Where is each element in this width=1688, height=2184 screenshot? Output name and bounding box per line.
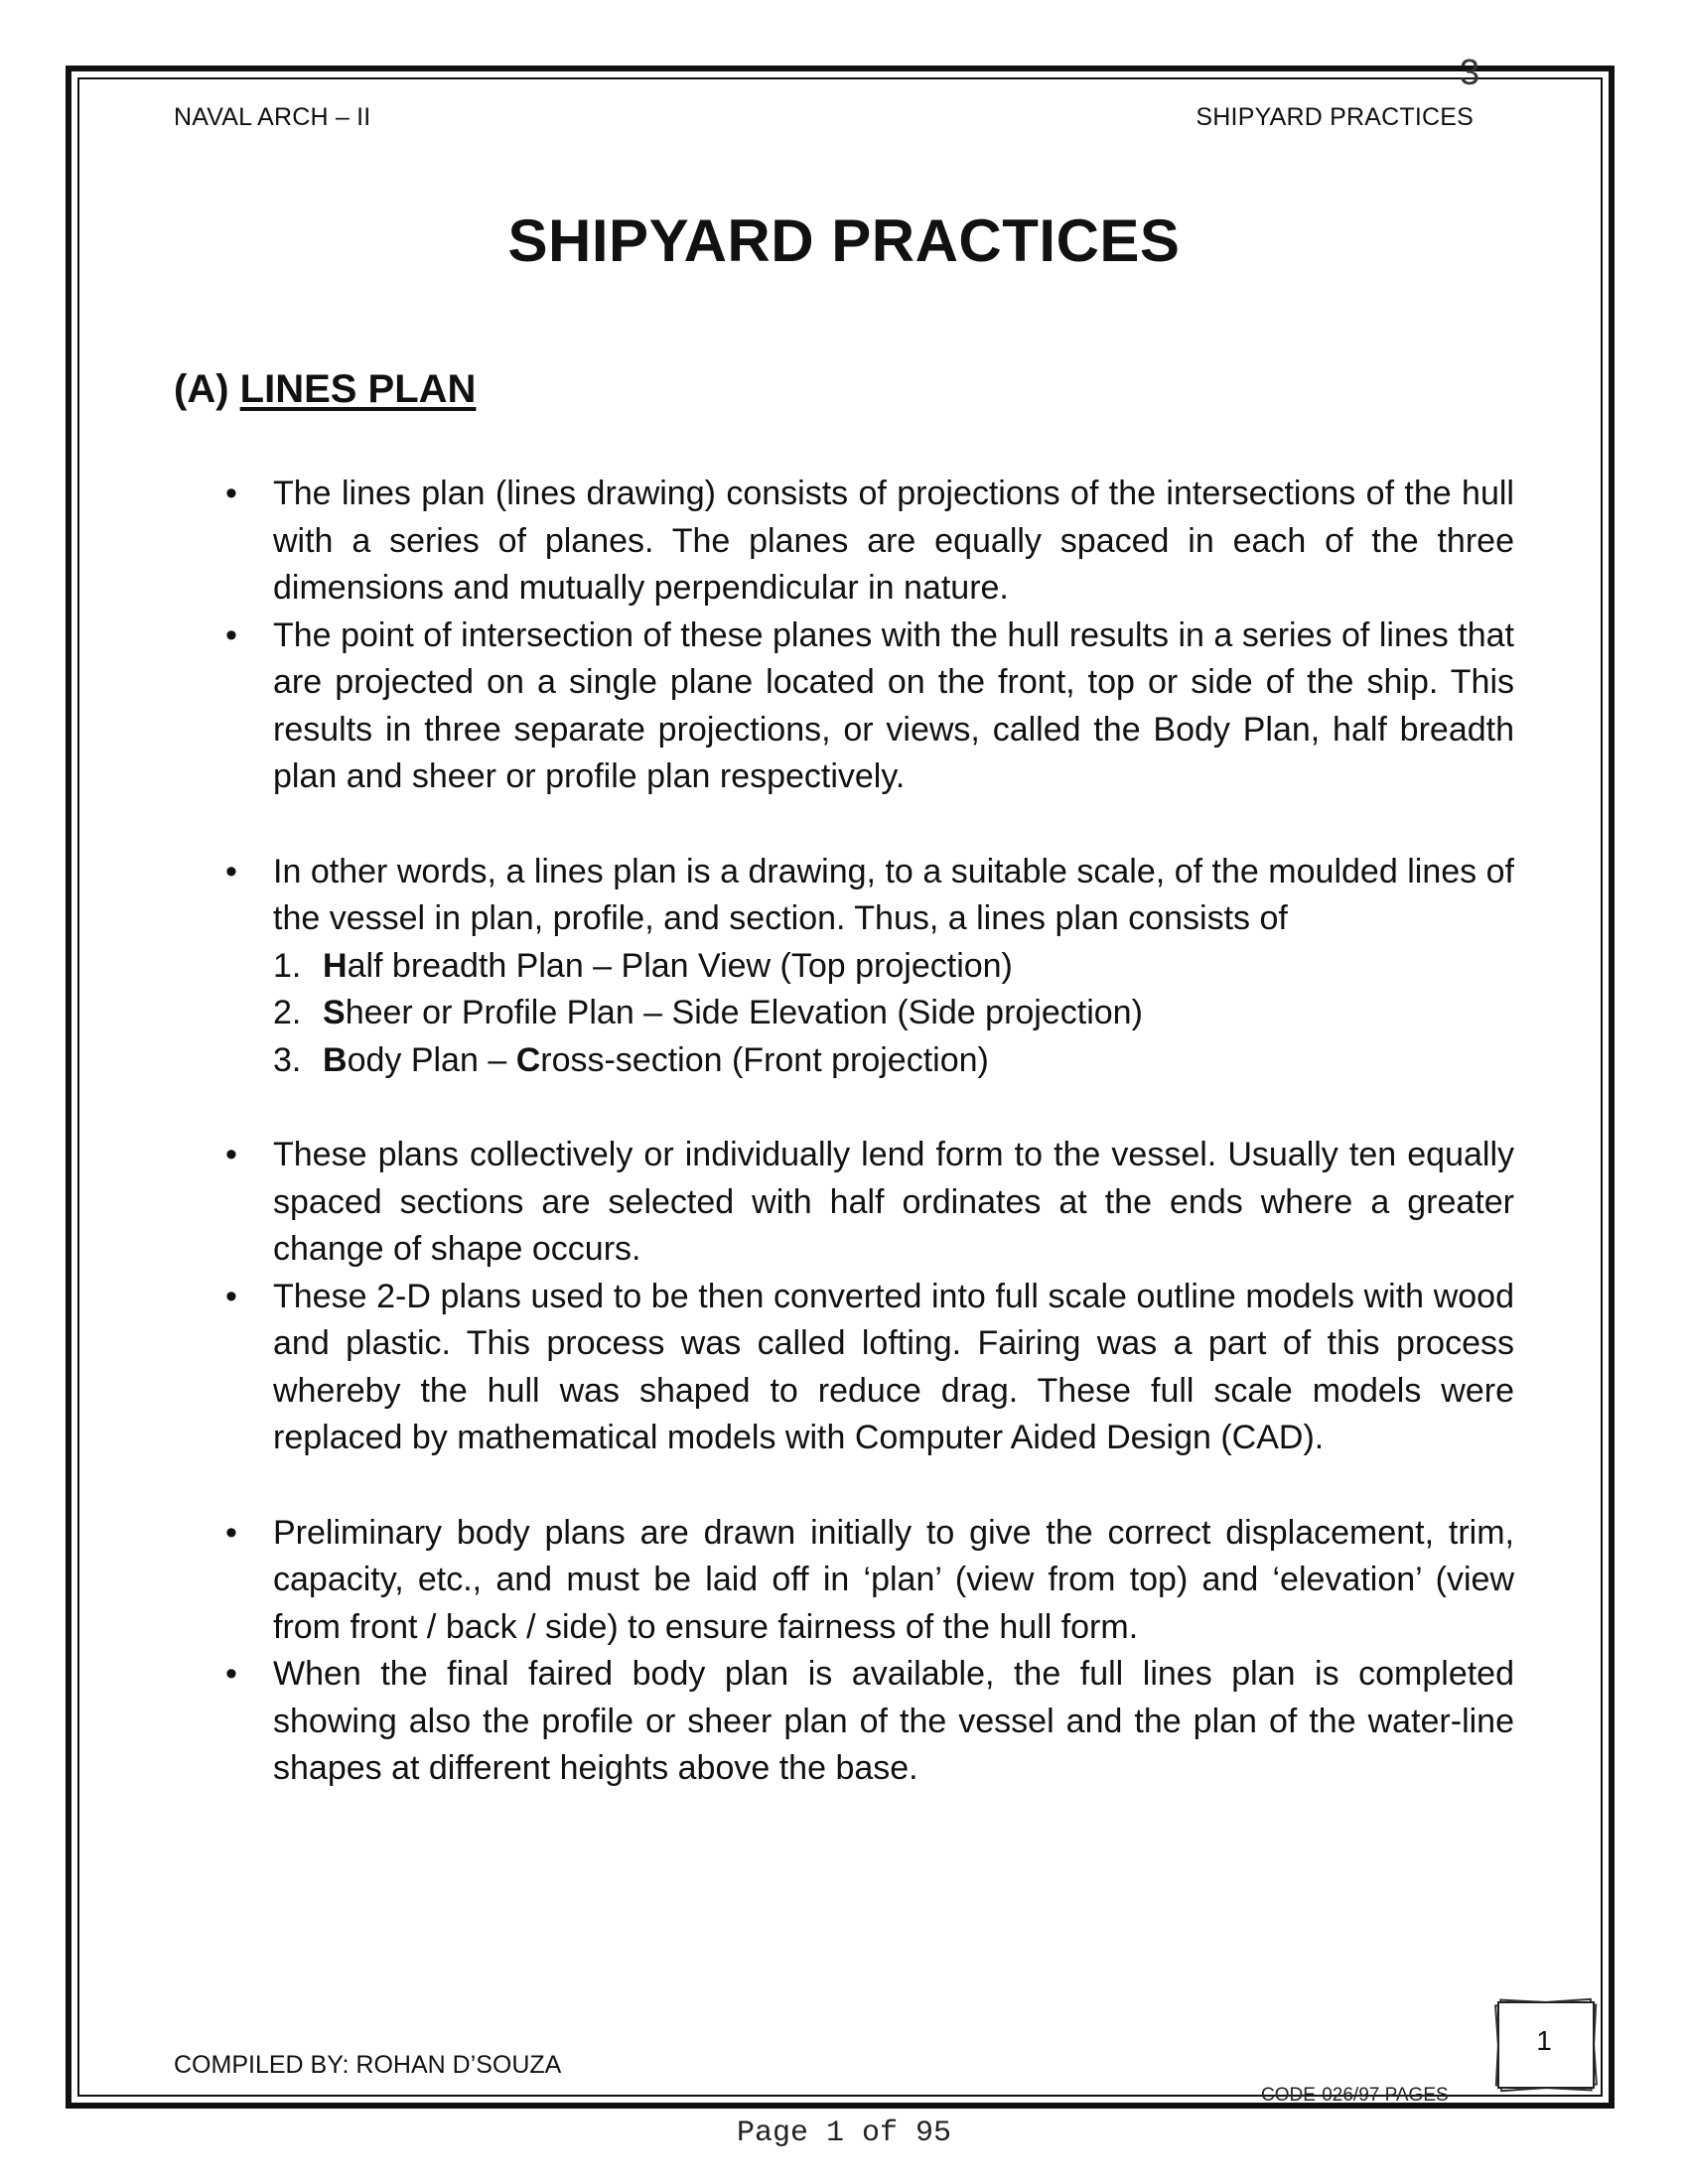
bullet-item: • The point of intersection of these planes with the hull results in a series of lines that are projected on a single plane located on the front, top or side of the ship. This results in three separate projections, or views, called the Body Plan, half breadth plan and sheer or profile plan respectively. xyxy=(174,613,1514,801)
sublist-initial-2: C xyxy=(515,1040,541,1079)
sublist-number: 3. xyxy=(273,1040,302,1079)
bullet-item: • The lines plan (lines drawing) consists of projections of the intersections of the hull with a series of planes. The planes are equally spaced in each of the three dimensions and mutually perpendicular in nature. xyxy=(174,471,1514,613)
sublist-initial: S xyxy=(323,994,346,1031)
compiled-by: COMPILED BY: ROHAN D’SOUZA xyxy=(174,2051,562,2079)
sublist-item xyxy=(273,1037,1514,1085)
main-content xyxy=(174,471,1514,1793)
bullet-item: • These 2-D plans used to be then converted into full scale outline models with wood and plastic. This process was called lofting. Fairing was a part of this process whereby the hull was shaped to reduce drag. These full scale models were replaced by mathematical models with Computer Aided Design (CAD). xyxy=(174,1274,1514,1462)
sublist-item xyxy=(273,943,1514,991)
sublist-text: heer or Profile Plan – Side Elevation (Side projection) xyxy=(345,994,1143,1031)
sublist-initial: H xyxy=(323,946,348,985)
sublist-text-2: ross-section (Front projection) xyxy=(540,1040,989,1079)
bullet-text: In other words, a lines plan is a drawing, to a suitable scale, of the moulded lines of the vessel in plan, profile, and section. Thus, a lines plan consists of xyxy=(273,852,1514,937)
section-heading xyxy=(174,367,476,412)
sublist-number: 1. xyxy=(273,946,302,985)
bullet-list xyxy=(174,471,1514,1793)
header-left: NAVAL ARCH – II xyxy=(174,103,371,131)
document-code: CODE-026/97 PAGES xyxy=(1261,2085,1449,2106)
page-title: SHIPYARD PRACTICES xyxy=(507,207,1181,274)
numbered-sublist xyxy=(273,943,1514,1085)
page-of-indicator: Page 1 of 95 xyxy=(736,2116,952,2150)
sublist-text: ody Plan – xyxy=(347,1040,516,1079)
section-heading-text: LINES PLAN xyxy=(239,367,477,411)
bullet-item: • Preliminary body plans are drawn initially to give the correct displacement, trim, capacity, etc., and must be laid off in ‘plan’ (view from top) and ‘elevation’ (view from front / back / side) to ensure fairness of the hull form. xyxy=(174,1510,1514,1652)
bullet-item xyxy=(174,849,1514,1085)
section-prefix: (A) xyxy=(174,367,240,411)
corner-page-number: 3 xyxy=(1460,52,1480,92)
sublist-number: 2. xyxy=(273,994,302,1031)
sublist-item xyxy=(273,990,1514,1037)
sublist-text: alf breadth Plan – Plan View (Top projection) xyxy=(347,946,1013,985)
sublist-initial: B xyxy=(323,1040,348,1079)
page-number-box: 1 xyxy=(1536,2025,1552,2056)
bullet-item: • When the final faired body plan is available, the full lines plan is completed showing also the profile or sheer plan of the vessel and the plan of the water-line shapes at different heights above the base. xyxy=(174,1651,1514,1793)
header-right: SHIPYARD PRACTICES xyxy=(1196,103,1474,131)
bullet-item: • These plans collectively or individually lend form to the vessel. Usually ten equally spaced sections are selected with half ordinates at the ends where a greater change of shape occurs. xyxy=(174,1132,1514,1274)
